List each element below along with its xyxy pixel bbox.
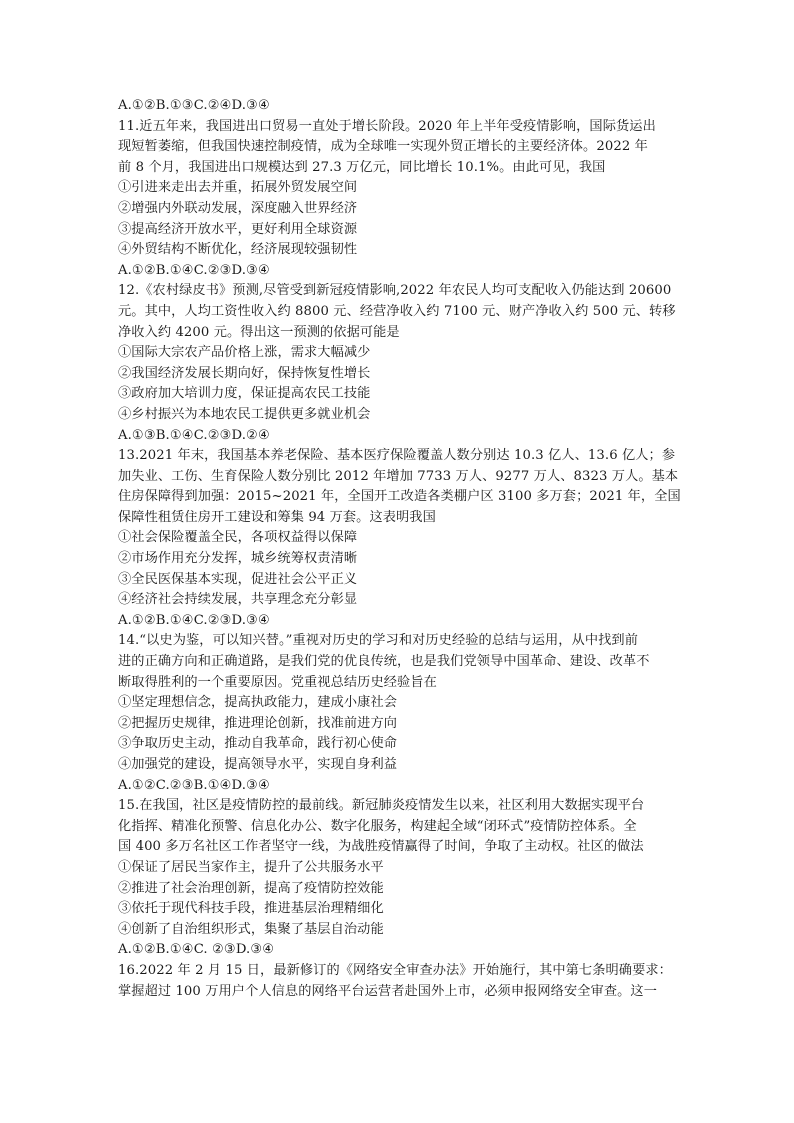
question-option: ②增强内外联动发展，深度融入世界经济 (118, 200, 358, 216)
question-option: ①引进来走出去并重，拓展外贸发展空间 (118, 180, 358, 196)
question-stem-line: 化指挥、精准化预警、信息化办公、数字化服务，构建起全域“闭环式”疫情防控体系。全 (118, 818, 637, 834)
question-option: ③提高经济开放水平，更好利用全球资源 (118, 221, 358, 237)
question-stem-line: 进的正确方向和正确道路，是我们党的优良传统，也是我们党领导中国革命、建设、改革不 (118, 654, 650, 670)
question-stem-line: 14.“以史为鉴，可以知兴替。”重视对历史的学习和对历史经验的总结与运用，从中找到前 (118, 633, 638, 649)
question-option: ④外贸结构不断优化，经济展现较强韧性 (118, 242, 358, 258)
answer-choices: A.①②B.①④C. ②③D.③④ (118, 942, 275, 958)
question-block (118, 961, 678, 1002)
question-stem-line: 11.近五年来，我国进出口贸易一直处于增长阶段。2020 年上半年受疫情影响，国际货运出 (118, 118, 656, 134)
question-stem-line: 加失业、工伤、生育保险人数分别比 2012 年增加 7733 万人、9277 万人、8323 万人。基本 (118, 468, 679, 484)
question-stem-line: 保障性租赁住房开工建设和筹集 94 万套。这表明我国 (118, 509, 436, 525)
answer-choices: A.①②C.②③B.①④D.③④ (118, 777, 270, 793)
question-option: ③争取历史主动，推动自我革命，践行初心使命 (118, 736, 398, 752)
question-stem-line: 现短暂萎缩，但我国快速控制疫情，成为全球唯一实现外贸正增长的主要经济体。2022 年 (118, 139, 648, 155)
answer-choices-q10: A.①②B.①③C.②④D.③④ (118, 98, 270, 113)
question-option: ②把握历史规律，推进理论创新，找准前进方向 (118, 715, 398, 731)
question-option: ②市场作用充分发挥，城乡统筹权责清晰 (118, 551, 358, 567)
question-option: ④经济社会持续发展，共享理念充分彰显 (118, 592, 358, 608)
question-option: ④乡村振兴为本地农民工提供更多就业机会 (118, 406, 371, 422)
question-stem-line: 住房保障得到加强：2015~2021 年，全国开工改造各类棚户区 3100 多万套；2021 年，全国 (118, 489, 681, 505)
question-block (118, 446, 681, 631)
question-option: ④创新了自治组织形式，集聚了基层自治动能 (118, 921, 384, 937)
exam-page (118, 96, 681, 1002)
question-block (118, 117, 678, 282)
question-block (118, 796, 678, 961)
question-option: ①坚定理想信念，提高执政能力，建成小康社会 (118, 695, 398, 711)
answer-choices: A.①②B.①④C.②③D.③④ (118, 262, 270, 278)
question-stem-line: 16.2022 年 2 月 15 日，最新修订的《网络安全审查办法》开始施行，其中第七条明确要求： (118, 962, 672, 978)
question-list (118, 117, 681, 1003)
question-option: ③依托于现代科技手段，推进基层治理精细化 (118, 901, 384, 917)
question-option: ③政府加大培训力度，保证提高农民工技能 (118, 386, 371, 402)
question-option: ①社会保险覆盖全民，各项权益得以保障 (118, 530, 358, 546)
question-option: ③全民医保基本实现，促进社会公平正义 (118, 571, 358, 587)
answer-choices: A.①③B.①④C.②③D.②④ (118, 427, 270, 443)
question-stem-line: 掌握超过 100 万用户个人信息的网络平台运营者赴国外上市，必须申报网络安全审查。这一 (118, 983, 657, 999)
question-stem-line: 15.在我国，社区是疫情防控的最前线。新冠肺炎疫情发生以来，社区利用大数据实现平台 (118, 798, 645, 814)
question-stem-line: 元。其中，人均工资性收入约 8800 元、经营净收入约 7100 元、财产净收入约 500 元、转移 (118, 303, 676, 319)
question-option: ②推进了社会治理创新，提高了疫情防控效能 (118, 880, 384, 896)
question-stem-line: 国 400 多万名社区工作者坚守一线，为战胜疫情赢得了时间，争取了主动权。社区的做法 (118, 839, 644, 855)
question-stem-line: 断取得胜利的一个重要原因。党重视总结历史经验旨在 (118, 674, 437, 690)
question-block (118, 281, 678, 446)
answer-choices: A.①②B.①④C.②③D.③④ (118, 612, 270, 628)
question-option: ②我国经济发展长期向好，保持恢复性增长 (118, 365, 371, 381)
question-block (118, 631, 678, 796)
question-stem-line: 前 8 个月，我国进出口规模达到 27.3 万亿元，同比增长 10.1%。由此可见，我国 (118, 159, 606, 175)
question-stem-line: 13.2021 年末，我国基本养老保险、基本医疗保险覆盖人数分别达 10.3 亿人、13.6 亿人；参 (118, 448, 676, 464)
question-stem-line: 12.《农村绿皮书》预测,尽管受到新冠疫情影响,2022 年农民人均可支配收入仍能达到 20600 (118, 283, 672, 299)
question-option: ①保证了居民当家作主，提升了公共服务水平 (118, 859, 384, 875)
question-stem-line: 净收入约 4200 元。得出这一预测的依据可能是 (118, 324, 400, 340)
question-option: ④加强党的建设，提高领导水平，实现自身利益 (118, 757, 398, 772)
question-option: ①国际大宗农产品价格上涨，需求大幅减少 (118, 345, 371, 361)
